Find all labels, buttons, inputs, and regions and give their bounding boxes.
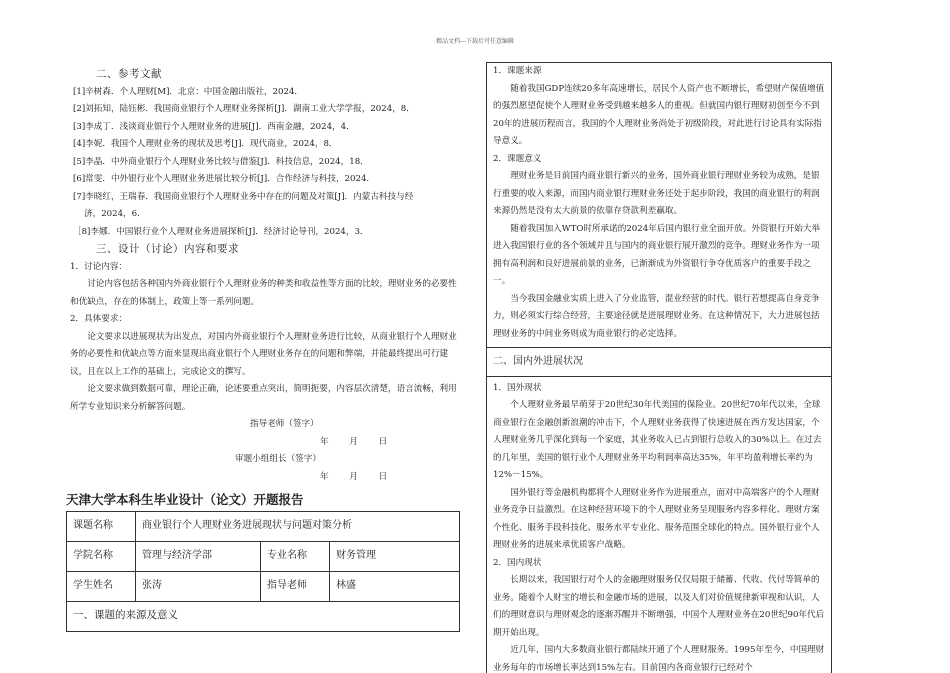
advisor-signature-line: 指导老师（签字） [250, 419, 319, 429]
requirements-text: 论文要求做到数据可靠，理论正确，论述要重点突出，简明扼要，内容层次清楚，语言流畅，利用所学专业知识来分析解答问题。 [70, 384, 457, 412]
significance-title: 2．课题意义 [493, 153, 542, 164]
reference-item: [6]常雯．中外银行业个人理财业务进展比较分析[J]．合作经济与科技，2024． [73, 174, 376, 184]
foreign-status-title: 1．国外现状 [493, 382, 542, 393]
right-column [486, 62, 832, 673]
foreign-status-text: 国外银行等金融机构都将个人理财业务作为进展重点，面对中高端客户的个人理财业务竞争日益激烈。在这种经营环境下的个人理财业务呈现服务内容多样化、理财方案个性化、服务手段科技化、服务水平专业化、服务范围全球化的特点。国外银行业个人理财业务的进展来承优质客户战略。 [493, 487, 820, 550]
major-label: 专业名称 [261, 541, 330, 571]
status-section-heading: 二、国内外进展状况 [487, 347, 831, 377]
reference-item: [5]李晶．中外商业银行个人理财业务比较与借鉴[J]．科技信息，2024，18． [73, 156, 369, 167]
research-content-title: 1．讨论内容： [70, 261, 128, 272]
student-value: 张涛 [136, 571, 261, 601]
reference-item: [7]李晓红，王瑞春．我国商业银行个人理财业务中存在的问题及对策[J]．内蒙古科技与经 [73, 191, 414, 202]
form-title: 天津大学本科生毕业设计（论文）开题报告 [66, 492, 304, 507]
requirements-title: 2．具体要求： [70, 314, 128, 324]
reference-item: [4]李妮．我国个人理财业务的现状及思考[J]．现代商业，2024，8． [73, 139, 338, 149]
major-value: 财务管理 [330, 541, 460, 571]
significance-text: 当今我国金融业实质上进入了分业监管，混业经营的时代。银行若想提高自身竞争力，则必须实行综合经营，主要途径就是进展理财业务。在这种情况下，大力进展包括理财业务的中间业务则成为商业银行的必定选择。 [493, 293, 820, 339]
research-content-text: 讨论内容包括各种国内外商业银行个人理财业务的种类和收益性等方面的比较，理财业务的必要性和优缺点，存在的体制上，政策上等一系列问题。 [70, 279, 457, 307]
significance-text: 理财业务是目前国内商业银行新兴的业务，国外商业银行理财业务较为成熟，是银行重要的收入来源，而国内商业银行理财业务还处于起步阶段，我国的商业银行的利润来源仍然是没有太大前景的依靠存贷款利差赢取。 [493, 171, 820, 216]
domestic-status-text: 长期以来，我国银行对个人的金融理财服务仅仅局限于储蓄、代收、代付等简单的业务。随着个人财宝的增长和金融市场的进展，以及人们对价值规律新审视和认识，人们的理财意识与理财观念的逐渐苏醒并不断增强，中国个人理财业务在20世纪90年代后期开始出现。 [493, 575, 825, 638]
reference-item: [2]刘拓知，陆钰彬．我国商业银行个人理财业务探析[J]．湖南工业大学学报，2024，8． [73, 104, 415, 114]
requirements-text: 论文要求以进展现状为出发点，对国内外商业银行个人理财业务进行比较，从商业银行个人理财业务的必要性和优缺点等方面来显现出商业银行个人理财业务存在的问题和弊端，并能最终提出可行建议，且在以上工作的基础上，完成论文的撰写。 [70, 331, 457, 377]
header-watermark: 精品文档---下载后可任意编辑 [435, 38, 515, 45]
domestic-status-text: 近几年，国内大多数商业银行都陆续开通了个人理财服务。1995年至今，中国理财业务每年的市场增长率达到15%左右。目前国内各商业银行已经对个 [493, 645, 825, 673]
foreign-status-text: 个人理财业务最早萌芽于20世纪30年代美国的保险业。20世纪70年代以来，全球商业银行在金融创新浪潮的冲击下，个人理财业务获得了快速进展在西方发达国家，个人理财业务几乎深化到每一个家庭，其业务收入已占到银行总收入的30%以上。在过去的几年里，美国的银行业个人理财业务平均利润率高达35%，年平均盈利增长率约为12%－15%。 [493, 400, 822, 480]
reference-item-continuation: 济，2024，6． [84, 209, 146, 219]
topic-value: 商业银行个人理财业务进展现状与问题对策分析 [136, 511, 460, 541]
section-source-heading: 一、课题的来源及意义 [67, 601, 460, 631]
reference-item: [1]辛树森．个人理财[M]．北京：中国金融出版社，2024． [73, 86, 304, 97]
source-title: 1．课题来源 [493, 66, 542, 76]
advisor-date-line: 年 月 日 [320, 436, 388, 447]
proposal-form-table [66, 511, 460, 632]
references-heading: 二、参考文献 [96, 68, 162, 80]
left-column [66, 66, 458, 632]
topic-label: 课题名称 [67, 511, 136, 541]
design-heading: 三、设计（讨论）内容和要求 [96, 243, 239, 255]
group-leader-signature-line: 审题小组组长（签字） [235, 454, 321, 464]
source-text: 随着我国GDP连续20多年高速增长，居民个人资产也不断增长，希望财产保值增值的强烈愿望促使个人理财业务受到越来越多人的重视。但就国内银行理财初创至今不到20年的进展历程而言，我国的个人理财业务尚处于初级阶段，对此进行讨论具有实际指导意义。 [493, 83, 825, 146]
group-leader-date-line: 年 月 日 [320, 471, 388, 482]
college-value: 管理与经济学部 [136, 541, 261, 571]
advisor-value: 林盛 [330, 571, 460, 601]
college-label: 学院名称 [67, 541, 136, 571]
reference-item: ［8]李娜．中国银行业个人理财业务进展探析[J]．经济讨论导刊，2024，3． [73, 226, 369, 237]
reference-item: [3]李成丁．浅谈商业银行个人理财业务的进展[J]．西南金融，2024，4． [73, 121, 355, 132]
student-label: 学生姓名 [67, 571, 136, 601]
advisor-label: 指导老师 [261, 571, 330, 601]
significance-text: 随着我国加入WTO时所承诺的2024年后国内银行业全面开放。外资银行开始大举进入我国银行业的各个领域并且与国内的商业银行展开激烈的竞争。理财业务作为一项拥有高利润和良好进展前景的业务，已渐渐成为外资银行争夺优质客户的重要手段之一。 [493, 223, 821, 286]
domestic-status-title: 2．国内现状 [493, 557, 542, 568]
